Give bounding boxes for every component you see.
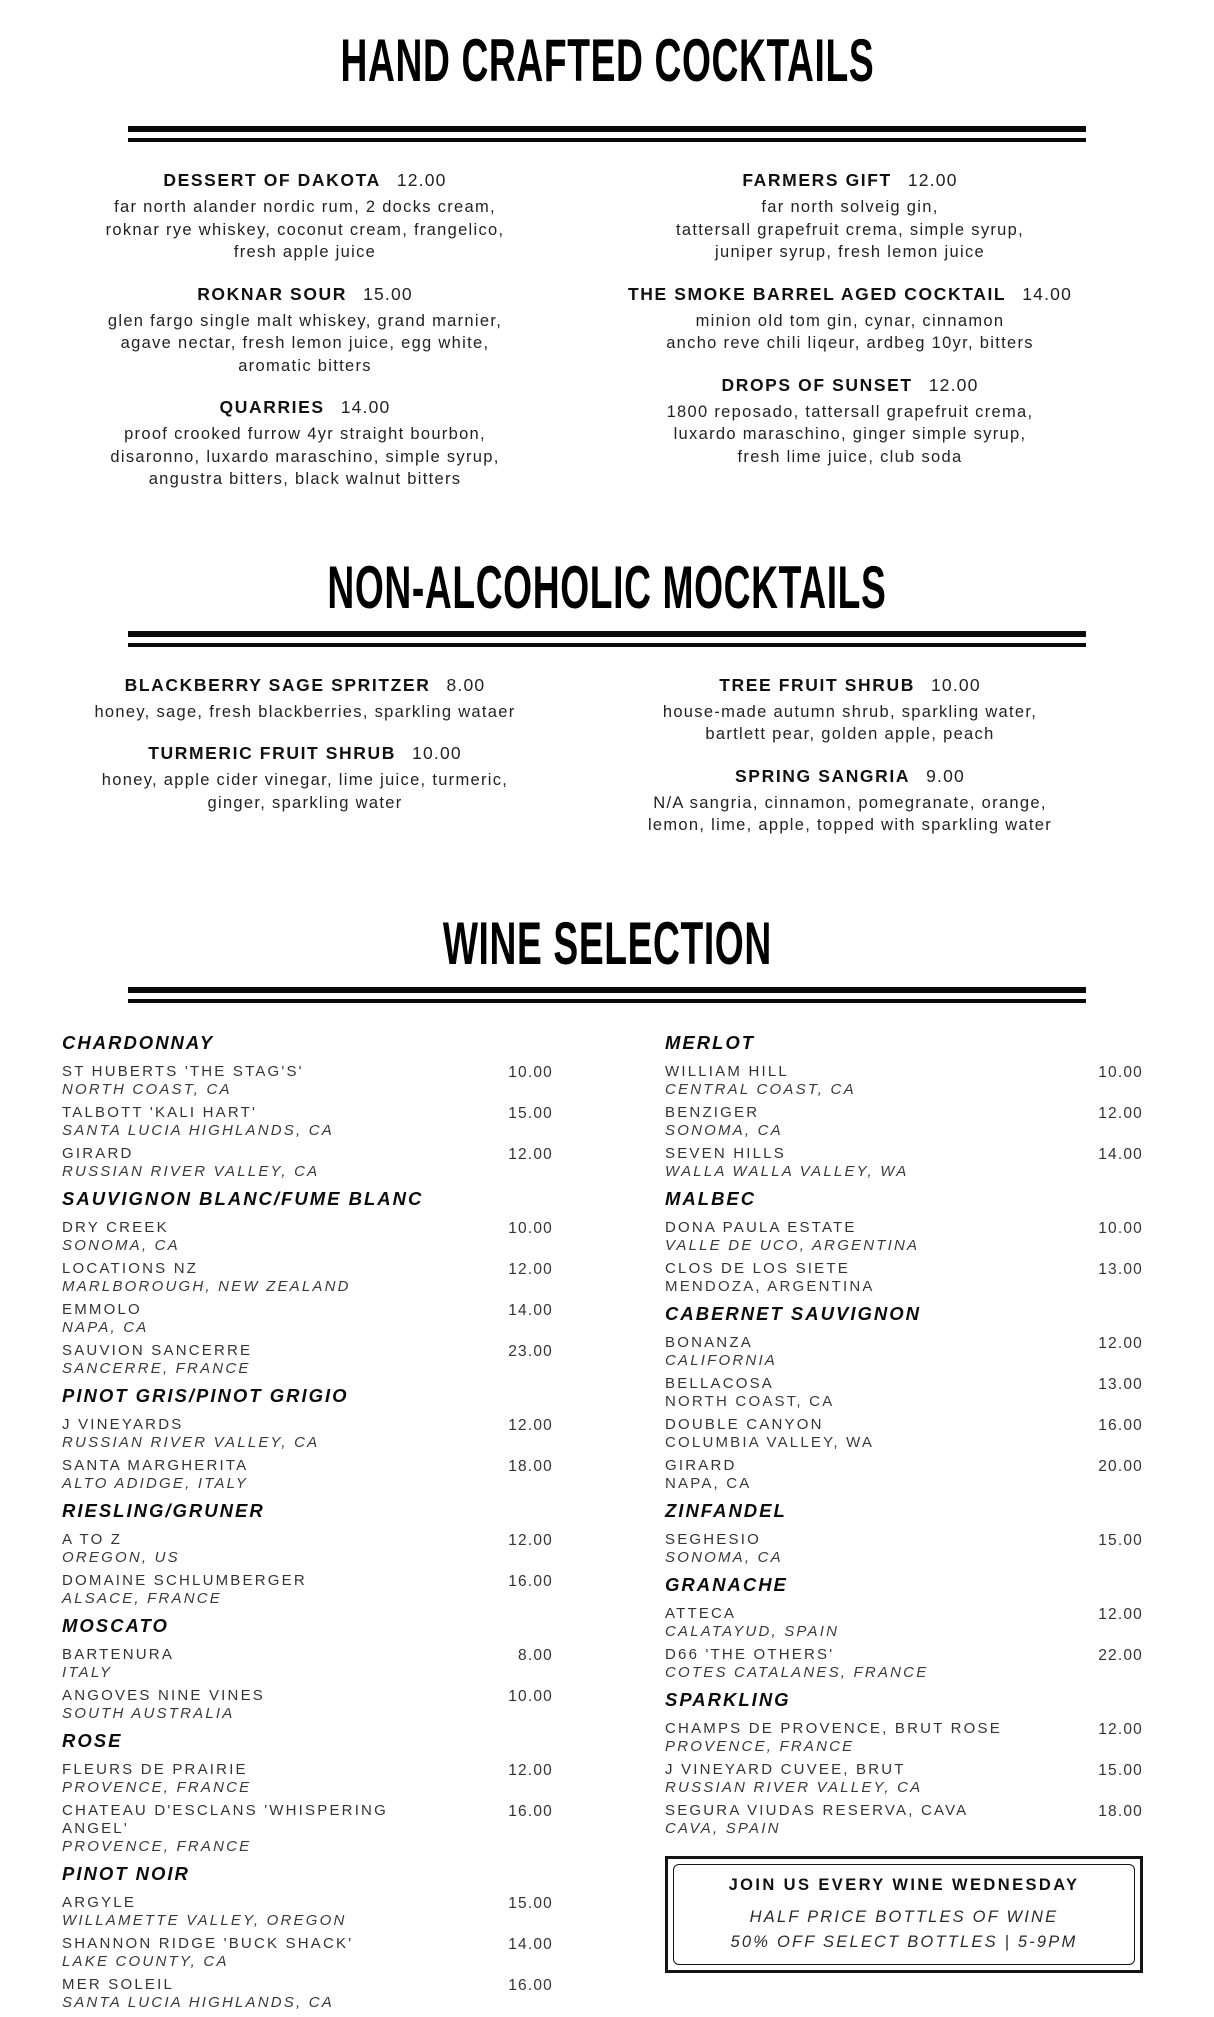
wine-name: DONA PAULA ESTATE	[665, 1218, 857, 1236]
wine-region: ALTO ADIDGE, ITALY	[62, 1474, 249, 1492]
description-line: honey, apple cider vinegar, lime juice, turmeric,	[101, 771, 509, 789]
wine-name: D66 'THE OTHERS'	[665, 1645, 835, 1663]
wine-region: VALLE DE UCO, ARGENTINA	[665, 1236, 920, 1254]
wine-price: 15.00	[1098, 1531, 1143, 1549]
wine-price: 14.00	[1098, 1145, 1143, 1163]
wine-item	[62, 1063, 553, 1099]
item-name: ROKNAR SOUR	[197, 283, 348, 304]
menu-column	[40, 170, 570, 511]
wine-info	[62, 1063, 304, 1099]
wine-region: OREGON, US	[62, 1548, 180, 1566]
section-mocktails	[0, 553, 1214, 857]
description-line: angustra bitters, black walnut bitters	[148, 470, 462, 488]
item-name: DESSERT OF DAKOTA	[163, 170, 381, 190]
wine-category-header: CABERNET SAUVIGNON	[665, 1302, 921, 1324]
item-header	[40, 743, 570, 764]
menu-item	[40, 397, 570, 491]
wine-region: RUSSIAN RIVER VALLEY, CA	[62, 1433, 320, 1451]
wine-region: RUSSIAN RIVER VALLEY, CA	[62, 1162, 320, 1180]
mocktails-grid	[0, 647, 1214, 857]
wine-region: NORTH COAST, CA	[62, 1080, 232, 1098]
description-line: ginger, sparkling water	[207, 793, 403, 812]
item-description	[40, 196, 570, 264]
menu-item	[40, 284, 570, 378]
wine-item	[665, 1416, 1143, 1452]
wine-price: 12.00	[508, 1260, 553, 1278]
wine-info	[62, 1976, 334, 2012]
wine-price: 10.00	[508, 1219, 553, 1237]
wine-name: ST HUBERTS 'THE STAG'S'	[62, 1062, 304, 1080]
wine-category-header: CHARDONNAY	[62, 1031, 215, 1053]
wine-item	[62, 1219, 553, 1255]
wine-title-text: WINE SELECTION	[442, 909, 772, 977]
wine-region: PROVENCE, FRANCE	[62, 1778, 252, 1796]
item-price: 14.00	[1022, 283, 1073, 304]
item-header	[570, 675, 1130, 696]
description-line: disaronno, luxardo maraschino, simple syrup,	[110, 447, 500, 466]
wine-region: SOUTH AUSTRALIA	[62, 1704, 235, 1722]
wine-item	[665, 1145, 1143, 1181]
item-header	[40, 284, 570, 305]
wine-info	[665, 1375, 834, 1411]
item-name: SPRING SANGRIA	[735, 765, 911, 786]
wine-price: 10.00	[508, 1063, 553, 1081]
item-header	[570, 170, 1130, 191]
wine-item	[62, 1342, 553, 1378]
wine-info	[62, 1935, 353, 1971]
wine-region: MARLBOROUGH, NEW ZEALAND	[62, 1277, 351, 1295]
item-description	[570, 196, 1130, 264]
wine-info	[62, 1342, 252, 1378]
wine-category-header: MERLOT	[665, 1031, 756, 1053]
wine-info	[665, 1145, 909, 1181]
item-header	[40, 170, 570, 191]
item-header	[570, 284, 1130, 305]
wine-name: J VINEYARDS	[62, 1415, 184, 1433]
wine-item	[62, 1687, 553, 1723]
wine-price: 12.00	[508, 1145, 553, 1163]
cocktails-title	[0, 27, 1214, 94]
wine-info	[665, 1802, 968, 1838]
wine-price: 12.00	[508, 1531, 553, 1549]
wine-wednesday-title: JOIN US EVERY WINE WEDNESDAY	[728, 1875, 1080, 1894]
wine-item	[62, 1572, 553, 1608]
item-price: 15.00	[363, 283, 413, 304]
wine-info	[665, 1260, 875, 1296]
description-line: minion old tom gin, cynar, cinnamon	[695, 311, 1005, 330]
wine-item	[62, 1646, 553, 1682]
wine-region: SANTA LUCIA HIGHLANDS, CA	[62, 1993, 334, 2011]
wine-item	[62, 1416, 553, 1452]
wine-region: WILLAMETTE VALLEY, OREGON	[62, 1911, 347, 1929]
wine-region: SONOMA, CA	[665, 1548, 783, 1566]
wine-price: 22.00	[1098, 1646, 1143, 1664]
wine-name: ATTECA	[665, 1604, 737, 1622]
wine-title	[0, 909, 1214, 977]
wine-info	[62, 1646, 174, 1682]
wine-info	[62, 1894, 347, 1930]
wine-info	[62, 1531, 180, 1567]
wine-item	[665, 1219, 1143, 1255]
item-name: TREE FRUIT SHRUB	[719, 674, 915, 695]
wine-item	[665, 1761, 1143, 1797]
item-description	[570, 792, 1130, 837]
wine-region: ITALY	[62, 1663, 113, 1681]
menu-item	[40, 743, 570, 814]
wine-category-header: RIESLING/GRUNER	[62, 1499, 265, 1521]
wine-region: NAPA, CA	[665, 1474, 752, 1492]
item-description	[570, 701, 1130, 746]
description-line: fresh lime juice, club soda	[737, 447, 963, 466]
wine-price: 23.00	[508, 1342, 553, 1360]
item-header	[570, 375, 1130, 396]
wine-region: COTES CATALANES, FRANCE	[665, 1663, 929, 1681]
wine-info	[665, 1646, 928, 1682]
wine-name: BELLACOSA	[665, 1374, 775, 1392]
wine-price: 16.00	[508, 1572, 553, 1590]
item-description	[40, 701, 570, 724]
wine-region: NORTH COAST, CA	[665, 1392, 835, 1410]
wine-region: CALIFORNIA	[665, 1351, 778, 1369]
wine-item	[62, 1145, 553, 1181]
item-price: 14.00	[340, 397, 391, 417]
wine-name: ARGYLE	[62, 1893, 137, 1911]
wine-item	[665, 1802, 1143, 1838]
wine-category-header: GRANACHE	[665, 1573, 788, 1595]
wine-category-header: ZINFANDEL	[665, 1499, 787, 1521]
item-price: 8.00	[446, 674, 486, 695]
wine-price: 16.00	[508, 1802, 553, 1820]
wine-name: CHAMPS DE PROVENCE, BRUT ROSE	[665, 1719, 1002, 1737]
wine-item	[665, 1531, 1143, 1567]
wine-info	[62, 1687, 265, 1723]
wine-name: A TO Z	[62, 1530, 123, 1548]
description-line: juniper syrup, fresh lemon juice	[715, 243, 985, 261]
description-line: N/A sangria, cinnamon, pomegranate, orange,	[653, 793, 1047, 812]
wine-info	[62, 1145, 319, 1181]
wine-info	[665, 1219, 919, 1255]
wine-item	[62, 1531, 553, 1567]
wine-price: 13.00	[1098, 1260, 1143, 1278]
wine-region: CAVA, SPAIN	[665, 1819, 781, 1837]
double-rule	[128, 987, 1086, 1003]
wine-info	[665, 1334, 777, 1370]
item-header	[570, 766, 1130, 787]
wine-region: WALLA WALLA VALLEY, WA	[665, 1162, 909, 1180]
wine-category-header: SPARKLING	[665, 1688, 791, 1710]
wine-name: MER SOLEIL	[62, 1975, 175, 1993]
item-header	[40, 675, 570, 696]
wine-region: PROVENCE, FRANCE	[62, 1837, 252, 1855]
wine-info	[665, 1605, 839, 1641]
wine-info	[62, 1219, 180, 1255]
wine-wednesday-line2: 50% OFF SELECT BOTTLES | 5-9PM	[730, 1932, 1078, 1951]
description-line: far north solveig gin,	[761, 198, 939, 216]
description-line: luxardo maraschino, ginger simple syrup,	[673, 425, 1027, 443]
cocktails-grid	[0, 142, 1214, 511]
wine-name: ANGOVES NINE VINES	[62, 1686, 265, 1704]
wine-column-right-list	[665, 1033, 1143, 1838]
wine-name: WILLIAM HILL	[665, 1062, 789, 1080]
wine-info	[62, 1802, 432, 1856]
wine-item	[665, 1646, 1143, 1682]
item-name: FARMERS GIFT	[742, 170, 892, 190]
wine-info	[62, 1457, 248, 1493]
double-rule	[128, 126, 1086, 142]
wine-item	[665, 1260, 1143, 1296]
item-description	[40, 423, 570, 491]
wine-name: LOCATIONS NZ	[62, 1259, 199, 1277]
wine-name: J VINEYARD CUVEE, BRUT	[665, 1760, 906, 1778]
wine-price: 12.00	[508, 1761, 553, 1779]
wine-info	[62, 1761, 251, 1797]
wine-price: 16.00	[1098, 1416, 1143, 1434]
wine-region: MENDOZA, ARGENTINA	[665, 1277, 875, 1295]
description-line: agave nectar, fresh lemon juice, egg white,	[120, 334, 490, 352]
wine-name: DOUBLE CANYON	[665, 1415, 824, 1433]
wine-name: TALBOTT 'KALI HART'	[62, 1103, 258, 1121]
mocktails-title	[0, 553, 1214, 621]
wine-region: SONOMA, CA	[665, 1121, 783, 1139]
wine-region: SANCERRE, FRANCE	[62, 1359, 251, 1377]
wine-grid	[0, 1033, 1214, 2017]
wine-region: RUSSIAN RIVER VALLEY, CA	[665, 1778, 923, 1796]
wine-item	[665, 1457, 1143, 1493]
wine-column-left	[62, 1033, 553, 2017]
wine-price: 13.00	[1098, 1375, 1143, 1393]
wine-wednesday-box	[665, 1856, 1143, 1973]
description-line: bartlett pear, golden apple, peach	[705, 725, 995, 743]
wine-region: NAPA, CA	[62, 1318, 149, 1336]
wine-price: 8.00	[518, 1646, 553, 1664]
wine-category-header: MOSCATO	[62, 1614, 169, 1636]
wine-name: EMMOLO	[62, 1300, 142, 1318]
wine-item	[665, 1375, 1143, 1411]
wine-price: 18.00	[508, 1457, 553, 1475]
item-description	[570, 310, 1130, 355]
wine-category-header: MALBEC	[665, 1187, 757, 1209]
wine-name: SHANNON RIDGE 'BUCK SHACK'	[62, 1934, 354, 1952]
wine-region: SONOMA, CA	[62, 1236, 180, 1254]
description-line: proof crooked furrow 4yr straight bourbon,	[124, 425, 486, 443]
wine-info	[665, 1761, 922, 1797]
wine-price: 12.00	[1098, 1720, 1143, 1738]
wine-name: BONANZA	[665, 1333, 753, 1351]
wine-name: SEVEN HILLS	[665, 1144, 786, 1162]
wine-item	[62, 1260, 553, 1296]
menu-column	[570, 170, 1130, 488]
wine-item	[62, 1104, 553, 1140]
cocktails-title-text: HAND CRAFTED COCKTAILS	[340, 27, 874, 94]
wine-info	[665, 1104, 783, 1140]
item-name: DROPS OF SUNSET	[721, 374, 913, 395]
menu-item	[570, 170, 1130, 264]
wine-price: 15.00	[1098, 1761, 1143, 1779]
wine-price: 10.00	[1098, 1063, 1143, 1081]
item-name: TURMERIC FRUIT SHRUB	[148, 743, 397, 763]
wine-info	[62, 1572, 307, 1608]
wine-info	[665, 1063, 856, 1099]
description-line: lemon, lime, apple, topped with sparkling water	[647, 816, 1053, 834]
wine-price: 14.00	[508, 1935, 553, 1953]
wine-price: 14.00	[508, 1301, 553, 1319]
item-description	[40, 310, 570, 378]
item-description	[570, 401, 1130, 469]
wine-item	[62, 1761, 553, 1797]
description-line: far north alander nordic rum, 2 docks cream,	[114, 198, 496, 216]
wine-region: SANTA LUCIA HIGHLANDS, CA	[62, 1121, 334, 1139]
item-header	[40, 397, 570, 418]
mocktails-title-text: NON-ALCOHOLIC MOCKTAILS	[327, 553, 887, 621]
menu-item	[570, 675, 1130, 746]
wine-info	[62, 1301, 149, 1337]
wine-category-header: PINOT NOIR	[62, 1862, 190, 1884]
wine-region: ALSACE, FRANCE	[62, 1589, 222, 1607]
item-name: QUARRIES	[219, 397, 325, 417]
wine-name: BENZIGER	[665, 1103, 760, 1121]
wine-name: CLOS DE LOS SIETE	[665, 1259, 850, 1277]
wine-region: PROVENCE, FRANCE	[665, 1737, 855, 1755]
wine-price: 10.00	[508, 1687, 553, 1705]
item-name: THE SMOKE BARREL AGED COCKTAIL	[627, 283, 1007, 304]
menu-item	[40, 675, 570, 724]
menu-item	[40, 170, 570, 264]
wine-price: 12.00	[1098, 1104, 1143, 1122]
wine-info	[665, 1531, 783, 1567]
wine-price: 16.00	[508, 1976, 553, 1994]
wine-info	[665, 1457, 752, 1493]
wine-info	[665, 1416, 874, 1452]
wine-name: GIRARD	[665, 1456, 737, 1474]
item-name: BLACKBERRY SAGE SPRITZER	[124, 674, 431, 695]
description-line: 1800 reposado, tattersall grapefruit crema,	[666, 402, 1034, 421]
description-line: glen fargo single malt whiskey, grand marnier,	[107, 311, 503, 330]
wine-category-header: PINOT GRIS/PINOT GRIGIO	[62, 1384, 349, 1406]
wine-price: 12.00	[1098, 1334, 1143, 1352]
wine-price: 18.00	[1098, 1802, 1143, 1820]
wine-item	[62, 1457, 553, 1493]
wine-column-right	[665, 1033, 1143, 2017]
wine-item	[62, 1976, 553, 2012]
wine-item	[62, 1935, 553, 1971]
section-cocktails	[0, 27, 1214, 511]
section-wine	[0, 909, 1214, 2017]
wine-name: SEGHESIO	[665, 1530, 761, 1548]
wine-name: SANTA MARGHERITA	[62, 1456, 249, 1474]
wine-price: 12.00	[1098, 1605, 1143, 1623]
wine-price: 15.00	[508, 1104, 553, 1122]
description-line: honey, sage, fresh blackberries, sparkling wataer	[94, 702, 516, 721]
wine-info	[62, 1260, 351, 1296]
menu-item	[570, 766, 1130, 837]
wine-name: DRY CREEK	[62, 1218, 169, 1236]
wine-name: GIRARD	[62, 1144, 134, 1162]
wine-item	[665, 1605, 1143, 1641]
item-price: 12.00	[396, 170, 447, 190]
menu-column	[570, 675, 1130, 857]
wine-item	[665, 1063, 1143, 1099]
wine-region: CALATAYUD, SPAIN	[665, 1622, 840, 1640]
wine-info	[62, 1416, 319, 1452]
wine-item	[665, 1720, 1143, 1756]
wine-category-header: SAUVIGNON BLANC/FUME BLANC	[62, 1187, 424, 1209]
wine-item	[62, 1894, 553, 1930]
item-price: 12.00	[907, 170, 958, 190]
wine-price: 12.00	[508, 1416, 553, 1434]
item-price: 10.00	[930, 674, 981, 695]
wine-item	[665, 1334, 1143, 1370]
wine-price: 15.00	[508, 1894, 553, 1912]
wine-name: CHATEAU D'ESCLANS 'WHISPERING ANGEL'	[62, 1801, 388, 1837]
item-price: 12.00	[928, 374, 979, 395]
wine-price: 20.00	[1098, 1457, 1143, 1475]
description-line: roknar rye whiskey, coconut cream, frangelico,	[105, 220, 505, 239]
wine-region: LAKE COUNTY, CA	[62, 1952, 229, 1970]
wine-category-header: ROSE	[62, 1729, 123, 1751]
item-description	[40, 769, 570, 814]
description-line: house-made autumn shrub, sparkling water,	[662, 702, 1038, 721]
description-line: ancho reve chili liqeur, ardbeg 10yr, bitters	[666, 334, 1034, 352]
wine-region: CENTRAL COAST, CA	[665, 1080, 856, 1098]
wine-name: FLEURS DE PRAIRIE	[62, 1760, 248, 1778]
wine-info	[665, 1720, 1002, 1756]
description-line: tattersall grapefruit crema, simple syrup,	[675, 220, 1025, 239]
menu-item	[570, 284, 1130, 355]
wine-name: BARTENURA	[62, 1645, 175, 1663]
wine-info	[62, 1104, 334, 1140]
wine-item	[62, 1802, 553, 1856]
wine-region: COLUMBIA VALLEY, WA	[665, 1433, 875, 1451]
wine-name: SEGURA VIUDAS RESERVA, CAVA	[665, 1801, 969, 1819]
item-price: 9.00	[926, 765, 965, 786]
wine-name: SAUVION SANCERRE	[62, 1341, 253, 1359]
wine-item	[62, 1301, 553, 1337]
item-price: 10.00	[412, 743, 462, 763]
wine-name: DOMAINE SCHLUMBERGER	[62, 1571, 307, 1589]
menu-item	[570, 375, 1130, 469]
wine-wednesday-line1: HALF PRICE BOTTLES OF WINE	[749, 1907, 1059, 1926]
wine-item	[665, 1104, 1143, 1140]
menu-column	[40, 675, 570, 835]
double-rule	[128, 631, 1086, 647]
description-line: aromatic bitters	[238, 356, 372, 375]
wine-price: 10.00	[1098, 1219, 1143, 1237]
description-line: fresh apple juice	[233, 243, 377, 261]
